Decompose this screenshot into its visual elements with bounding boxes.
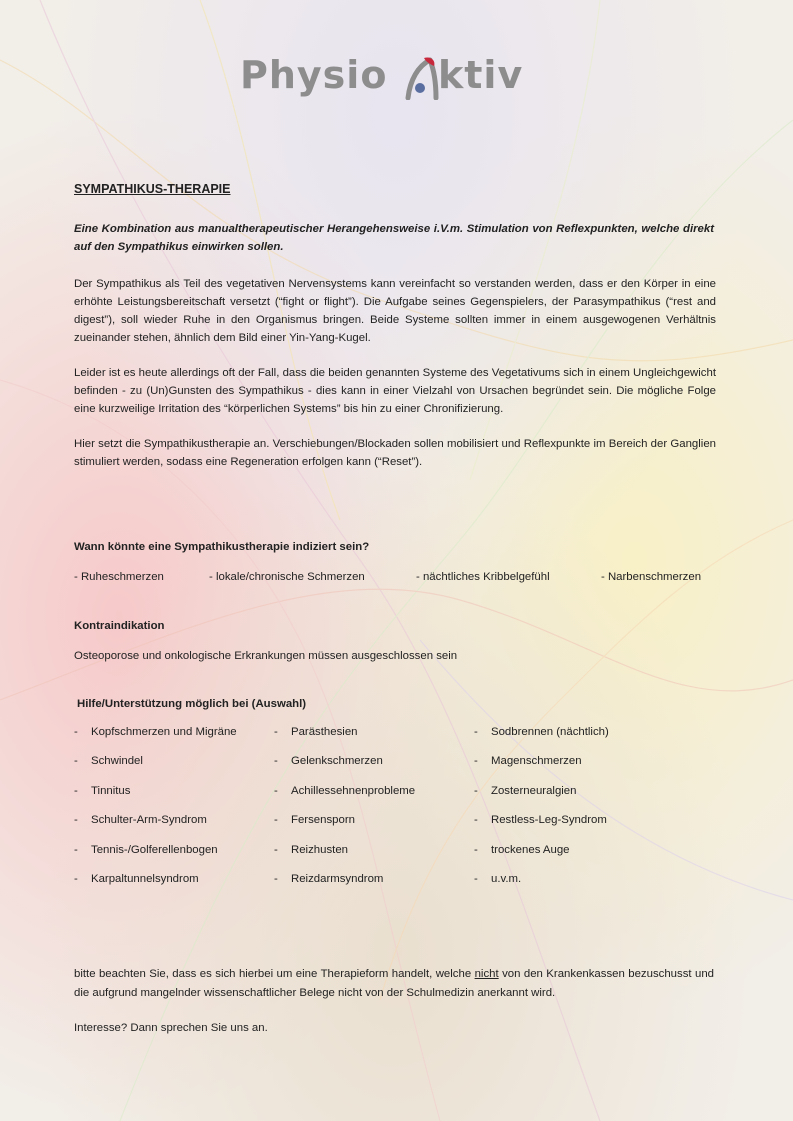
- indication-item: - lokale/chronische Schmerzen: [209, 571, 365, 583]
- list-item: - Restless-Leg-Syndrom: [474, 814, 607, 827]
- indication-item: - Narbenschmerzen: [601, 571, 702, 583]
- contact-line: Interesse? Dann sprechen Sie uns an.: [74, 1022, 268, 1034]
- insurance-note: bitte beachten Sie, dass es sich hierbei um eine Therapieform handelt, welche nicht von den Krankenkassen bezuschusst und die aufgrund mangelnder wissenschaftlicher Belege nicht von der Schulmedizin anerkannt wird.: [74, 968, 715, 999]
- paragraph-3: Hier setzt die Sympathikustherapie an. Verschiebungen/Blockaden sollen mobilisiert und Reflexpunkte im Bereich der Ganglien stimuliert werden, sodass eine Regeneration erfolgen kann (“Reset”).: [74, 438, 716, 468]
- contraindication-text: Osteoporose und onkologische Erkrankungen müssen ausgeschlossen sein: [74, 650, 458, 662]
- page-title: SYMPATHIKUS-THERAPIE: [74, 182, 231, 196]
- list-item: - Schulter-Arm-Syndrom: [74, 814, 207, 827]
- list-item: - Tennis-/Golferellenbogen: [74, 843, 218, 856]
- emphasis-nicht: nicht: [474, 968, 499, 980]
- logo-figure-icon: [400, 54, 442, 100]
- list-item: - Zosterneuralgien: [474, 784, 577, 797]
- list-item: - Gelenkschmerzen: [274, 755, 383, 768]
- logo-text-left: Physio: [240, 53, 388, 97]
- help-list-column-1: [74, 726, 237, 902]
- list-item: - Magenschmerzen: [474, 755, 582, 768]
- list-item: - trockenes Auge: [474, 843, 570, 856]
- paragraph-1: Der Sympathikus als Teil des vegetativen Nervensystems kann vereinfacht so verstanden werden, dass er den Körper in eine erhöhte Leistungsbereitschaft versetzt (“fight or flight”). Die Aufgabe seines Gegenspielers, der Parasympathikus (“rest and digest”), soll wieder Ruhe in den Organismus bringen. Beide Systeme sollten immer in einem ausgewogenen Verhältnis zueinander stehen, ähnlich dem Bild einer Yin-Yang-Kugel.: [74, 278, 716, 344]
- indication-heading: Wann könnte eine Sympathikustherapie indiziert sein?: [74, 541, 370, 553]
- list-item: - Sodbrennen (nächtlich): [474, 726, 609, 738]
- paragraph-2: Leider ist es heute allerdings oft der Fall, dass die beiden genannten Systeme des Vegetativums sich in einem Ungleichgewicht befinden - zu (Un)Gunsten des Sympathikus - dies kann in einer Vielzahl von Ursachen begründet sein. Die mögliche Folge eine kurzweilige Irritation des “körperlichen Systems” bis hin zu einer Chronifizierung.: [74, 367, 716, 415]
- help-list-column-2: [274, 726, 415, 902]
- logo-text-right: ktiv: [438, 53, 524, 97]
- list-item: - Fersensporn: [274, 814, 355, 827]
- contraindication-heading: Kontraindikation: [74, 620, 165, 632]
- list-item: - Schwindel: [74, 755, 143, 768]
- help-list-column-3: [474, 726, 609, 902]
- list-item: - Reizdarmsyndrom: [274, 872, 384, 885]
- intro-lead: Eine Kombination aus manualtherapeutischer Herangehensweise i.V.m. Stimulation von Reflexpunkten, welche direkt auf den Sympathikus einwirken sollen.: [74, 223, 714, 253]
- list-item: - Achillessehnenprobleme: [274, 784, 416, 797]
- list-item: - Reizhusten: [274, 843, 348, 856]
- indication-item: - nächtliches Kribbelgefühl: [416, 571, 550, 583]
- physioaktiv-logo: [240, 52, 550, 102]
- list-item: - Parästhesien: [274, 726, 358, 738]
- indication-item: - Ruheschmerzen: [74, 571, 164, 583]
- list-item: - Kopfschmerzen und Migräne: [74, 726, 237, 738]
- list-item: - Karpaltunnelsyndrom: [74, 872, 199, 885]
- help-heading: Hilfe/Unterstützung möglich bei (Auswahl): [77, 698, 307, 710]
- list-item: - Tinnitus: [74, 784, 131, 797]
- list-item: - u.v.m.: [474, 872, 522, 885]
